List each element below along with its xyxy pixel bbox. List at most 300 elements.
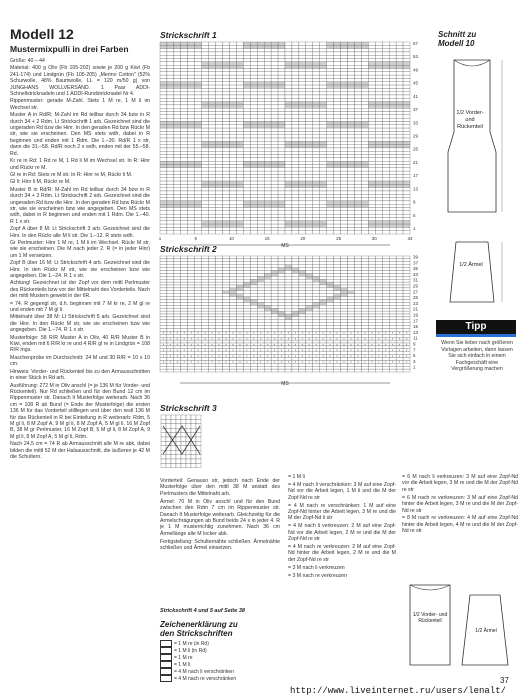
grid-cell xyxy=(361,92,368,95)
grid-cell xyxy=(396,294,403,297)
grid-cell xyxy=(264,52,271,55)
grid-cross-mark: x xyxy=(246,331,248,335)
grid-cell xyxy=(389,191,396,194)
grid-cell xyxy=(216,231,223,234)
grid-cell xyxy=(354,320,361,323)
grid-cell xyxy=(334,68,341,71)
grid-cell xyxy=(292,188,299,191)
grid-cell xyxy=(403,42,410,45)
grid-cell xyxy=(216,208,223,211)
grid-cell xyxy=(167,52,174,55)
grid-cell xyxy=(361,294,368,297)
grid-cell xyxy=(334,102,341,105)
grid-cell xyxy=(278,184,285,187)
grid-cell xyxy=(403,92,410,95)
grid-cell xyxy=(243,65,250,68)
grid-cell xyxy=(171,455,176,459)
grid-cell xyxy=(306,141,313,144)
grid-cell xyxy=(382,208,389,211)
grid-cell xyxy=(368,231,375,234)
grid-cell xyxy=(278,155,285,158)
grid-cell xyxy=(334,145,341,148)
grid-cell xyxy=(396,151,403,154)
grid-cell xyxy=(278,161,285,164)
grid-cell xyxy=(181,459,186,463)
grid-cell xyxy=(236,178,243,181)
grid-cell xyxy=(195,323,202,326)
grid-cell xyxy=(202,291,209,294)
grid-cell xyxy=(382,128,389,131)
grid-cell xyxy=(229,85,236,88)
grid-cell xyxy=(188,105,195,108)
grid-cell xyxy=(174,178,181,181)
grid-cell xyxy=(271,125,278,128)
grid-cross-mark: x xyxy=(329,343,331,347)
grid-cell xyxy=(313,305,320,308)
grid-cell xyxy=(257,65,264,68)
grid-cell xyxy=(202,300,209,303)
grid-cell xyxy=(327,112,334,115)
grid-cell xyxy=(181,291,188,294)
grid-cell xyxy=(278,302,285,305)
grid-cell xyxy=(361,265,368,268)
grid-cell xyxy=(188,138,195,141)
grid-cell xyxy=(223,82,230,85)
grid-cell xyxy=(195,95,202,98)
grid-cell xyxy=(306,314,313,317)
grid-cell xyxy=(181,366,188,369)
grid-cell xyxy=(167,72,174,75)
grid-cell xyxy=(375,314,382,317)
grid-cell xyxy=(181,194,188,197)
grid-cell xyxy=(243,285,250,288)
paragraph: = 4 M nach re verkreuzen: 2 M auf eine Zopf-Nd hinter die Arbeit legen, 2 M re und die M der Zopf-Nd re str xyxy=(288,544,396,563)
grid-cell xyxy=(209,145,216,148)
grid-cell xyxy=(209,268,216,271)
grid-cell xyxy=(160,155,167,158)
grid-cell xyxy=(216,305,223,308)
grid-cell xyxy=(195,369,202,372)
column-number-label: 1 xyxy=(158,236,162,241)
grid-cell xyxy=(195,62,202,65)
grid-cell xyxy=(292,285,299,288)
grid-cell xyxy=(195,138,202,141)
grid-cell xyxy=(382,164,389,167)
grid-cell xyxy=(313,320,320,323)
grid-cell xyxy=(167,151,174,154)
grid-cell xyxy=(403,308,410,311)
grid-cell xyxy=(160,148,167,151)
grid-cell xyxy=(306,115,313,118)
grid-cell xyxy=(313,231,320,234)
grid-cell xyxy=(188,268,195,271)
grid-cell xyxy=(243,323,250,326)
grid-cell xyxy=(209,112,216,115)
grid-cell xyxy=(313,82,320,85)
grid-cell xyxy=(174,294,181,297)
grid-cell xyxy=(216,92,223,95)
grid-cell xyxy=(285,256,292,259)
grid-cell xyxy=(389,88,396,91)
grid-cell xyxy=(292,68,299,71)
grid-cell xyxy=(375,191,382,194)
grid-cell xyxy=(195,227,202,230)
grid-cell xyxy=(306,131,313,134)
grid-cell xyxy=(188,158,195,161)
grid-cell xyxy=(271,115,278,118)
grid-cell xyxy=(271,224,278,227)
row-number-label: 21 xyxy=(413,306,419,312)
grid-cell xyxy=(299,141,306,144)
grid-cell xyxy=(403,208,410,211)
grid-cell xyxy=(285,112,292,115)
grid-cell xyxy=(313,211,320,214)
key-heading-line2: den Strickschriften xyxy=(160,629,233,638)
grid-cell xyxy=(216,256,223,259)
grid-cell xyxy=(160,314,167,317)
grid-cell xyxy=(278,98,285,101)
grid-cell xyxy=(368,326,375,329)
grid-cell xyxy=(306,72,313,75)
grid-cell xyxy=(341,317,348,320)
chart2-grid xyxy=(158,254,430,386)
grid-cell xyxy=(403,221,410,224)
grid-cross-mark: x xyxy=(287,343,290,347)
grid-cell xyxy=(216,265,223,268)
grid-cell xyxy=(320,102,327,105)
grid-cell xyxy=(216,112,223,115)
grid-cell xyxy=(403,52,410,55)
grid-cell xyxy=(229,256,236,259)
grid-cell xyxy=(229,300,236,303)
grid-cell xyxy=(264,208,271,211)
grid-cell xyxy=(250,85,257,88)
grid-cell xyxy=(278,171,285,174)
grid-cell xyxy=(285,184,292,187)
grid-cell xyxy=(195,85,202,88)
grid-cell xyxy=(368,288,375,291)
grid-cell xyxy=(278,45,285,48)
grid-cell xyxy=(306,85,313,88)
grid-cell xyxy=(188,168,195,171)
grid-cell xyxy=(306,204,313,207)
grid-cell xyxy=(174,311,181,314)
grid-cell xyxy=(382,224,389,227)
grid-cross-mark: x xyxy=(378,354,380,358)
grid-cell xyxy=(167,282,174,285)
grid-cell xyxy=(181,282,188,285)
grid-cell xyxy=(320,198,327,201)
grid-cross-mark: x xyxy=(405,360,408,364)
grid-cell xyxy=(216,118,223,121)
grid-cell xyxy=(181,323,188,326)
grid-cell xyxy=(320,125,327,128)
grid-cell xyxy=(236,62,243,65)
grid-cell xyxy=(223,184,230,187)
grid-cell xyxy=(264,155,271,158)
grid-cell xyxy=(236,135,243,138)
grid-cell xyxy=(306,102,313,105)
grid-cross-mark: x xyxy=(378,331,380,335)
grid-cell xyxy=(271,128,278,131)
grid-cell xyxy=(216,158,223,161)
grid-cell xyxy=(236,65,243,68)
grid-cell xyxy=(327,204,334,207)
grid-cross-mark: x xyxy=(253,343,255,347)
grid-cell xyxy=(236,171,243,174)
grid-cell xyxy=(368,184,375,187)
grid-cell xyxy=(389,231,396,234)
grid-cell xyxy=(209,231,216,234)
grid-cell xyxy=(202,188,209,191)
grid-cell xyxy=(361,311,368,314)
grid-cell xyxy=(348,82,355,85)
grid-cell xyxy=(271,155,278,158)
grid-cell xyxy=(181,155,188,158)
grid-cell xyxy=(299,204,306,207)
grid-cell xyxy=(209,151,216,154)
grid-cell xyxy=(181,178,188,181)
grid-cell xyxy=(223,52,230,55)
grid-cell xyxy=(320,317,327,320)
grid-cell xyxy=(264,102,271,105)
grid-cell xyxy=(285,65,292,68)
grid-cross-mark: x xyxy=(364,349,366,353)
grid-cell xyxy=(361,112,368,115)
grid-cross-mark: x xyxy=(190,360,192,364)
grid-cell xyxy=(229,68,236,71)
grid-cell xyxy=(341,105,348,108)
grid-cell xyxy=(306,168,313,171)
grid-cell xyxy=(341,227,348,230)
grid-cell xyxy=(229,297,236,300)
grid-cell xyxy=(250,55,257,58)
grid-cell xyxy=(403,268,410,271)
grid-cell xyxy=(174,191,181,194)
grid-cell xyxy=(348,221,355,224)
grid-cell xyxy=(375,135,382,138)
grid-cell xyxy=(181,112,188,115)
grid-cell xyxy=(223,98,230,101)
grid-cell xyxy=(368,164,375,167)
grid-cell xyxy=(354,45,361,48)
grid-cell xyxy=(375,131,382,134)
grid-cell xyxy=(160,151,167,154)
paragraph: Vorderteil: Genauso str, jedoch nach Ende der Musterfolge über den mittl 38 M anstatt des Perlmusters die Mittelnaht arb. xyxy=(160,478,280,497)
grid-cell xyxy=(341,282,348,285)
grid-cell xyxy=(271,148,278,151)
grid-cell xyxy=(271,208,278,211)
grid-cell xyxy=(223,268,230,271)
grid-cell xyxy=(396,75,403,78)
grid-cell xyxy=(236,211,243,214)
grid-cell xyxy=(195,308,202,311)
grid-cell xyxy=(174,125,181,128)
grid-cell xyxy=(223,276,230,279)
grid-cell xyxy=(271,158,278,161)
grid-cell xyxy=(327,194,334,197)
grid-cell xyxy=(327,174,334,177)
grid-cell xyxy=(389,224,396,227)
grid-cell xyxy=(396,314,403,317)
grid-cell xyxy=(195,168,202,171)
grid-cell xyxy=(243,121,250,124)
grid-cell xyxy=(236,121,243,124)
grid-cell xyxy=(285,279,292,282)
grid-cell xyxy=(375,285,382,288)
grid-cell xyxy=(236,148,243,151)
grid-cross-mark: x xyxy=(385,354,387,358)
grid-cross-mark: x xyxy=(350,331,352,335)
grid-cell xyxy=(236,68,243,71)
grid-cell xyxy=(250,115,257,118)
grid-cell xyxy=(403,211,410,214)
grid-cell xyxy=(341,208,348,211)
grid-cell xyxy=(236,285,243,288)
grid-cell xyxy=(216,198,223,201)
grid-cell xyxy=(396,311,403,314)
grid-cell xyxy=(403,191,410,194)
grid-cell xyxy=(368,158,375,161)
grid-cell xyxy=(327,131,334,134)
grid-cell xyxy=(229,115,236,118)
grid-cross-mark: x xyxy=(169,337,172,341)
grid-cell xyxy=(188,72,195,75)
grid-cell xyxy=(382,148,389,151)
grid-cell xyxy=(236,291,243,294)
grid-cell xyxy=(229,314,236,317)
grid-cell xyxy=(250,98,257,101)
grid-cell xyxy=(195,231,202,234)
grid-cell xyxy=(160,112,167,115)
grid-cell xyxy=(354,88,361,91)
grid-cell xyxy=(354,288,361,291)
grid-cell xyxy=(341,305,348,308)
grid-cell xyxy=(257,112,264,115)
grid-cell xyxy=(223,95,230,98)
grid-cell xyxy=(174,366,181,369)
grid-cell xyxy=(375,323,382,326)
grid-cross-mark: x xyxy=(176,360,179,364)
footer-url[interactable]: http://www.liveinternet.ru/users/lenalt/ xyxy=(290,686,507,696)
grid-cell xyxy=(202,168,209,171)
grid-cell xyxy=(389,294,396,297)
grid-cell xyxy=(196,424,201,428)
grid-cell xyxy=(327,141,334,144)
grid-cell xyxy=(341,112,348,115)
grid-cell xyxy=(223,105,230,108)
grid-cell xyxy=(403,273,410,276)
grid-cross-mark: x xyxy=(308,360,310,364)
grid-cross-mark: x xyxy=(336,360,338,364)
row-number-label: 33 xyxy=(413,271,419,277)
grid-cell xyxy=(320,285,327,288)
grid-cell xyxy=(167,320,174,323)
grid-cell xyxy=(264,112,271,115)
grid-cell xyxy=(188,88,195,91)
grid-cell xyxy=(368,75,375,78)
grid-cell xyxy=(271,308,278,311)
grid-cell xyxy=(223,271,230,274)
grid-cell xyxy=(229,145,236,148)
grid-cell xyxy=(382,181,389,184)
grid-cell xyxy=(341,181,348,184)
grid-cell xyxy=(334,317,341,320)
grid-cell xyxy=(285,214,292,217)
grid-cross-mark: x xyxy=(253,349,255,353)
grid-cell xyxy=(229,201,236,204)
grid-cell xyxy=(160,125,167,128)
grid-cell xyxy=(334,92,341,95)
grid-cell xyxy=(243,191,250,194)
grid-cell xyxy=(181,419,186,423)
grid-cell xyxy=(334,276,341,279)
grid-cell xyxy=(243,68,250,71)
grid-cell xyxy=(216,194,223,197)
grid-cell xyxy=(181,62,188,65)
grid-cell xyxy=(216,276,223,279)
grid-cell xyxy=(174,369,181,372)
grid-cell xyxy=(195,131,202,134)
grid-cell xyxy=(348,85,355,88)
grid-cell xyxy=(160,317,167,320)
grid-cross-mark: x xyxy=(225,349,227,353)
grid-cell xyxy=(223,148,230,151)
grid-cell xyxy=(327,158,334,161)
grid-cell xyxy=(299,161,306,164)
grid-cell xyxy=(306,297,313,300)
grid-cell xyxy=(243,259,250,262)
grid-cell xyxy=(334,181,341,184)
grid-cell xyxy=(334,85,341,88)
grid-cross-mark: x xyxy=(183,343,185,347)
grid-cell xyxy=(382,125,389,128)
grid-cell xyxy=(174,256,181,259)
chart1-title: Strickschrift 1 xyxy=(160,30,217,40)
grid-cell xyxy=(186,463,191,467)
grid-cell xyxy=(188,369,195,372)
grid-cross-mark: x xyxy=(266,331,269,335)
grid-cell xyxy=(341,191,348,194)
grid-cell xyxy=(361,369,368,372)
grid-cell xyxy=(202,217,209,220)
grid-cell xyxy=(354,138,361,141)
grid-cell xyxy=(361,221,368,224)
grid-cell xyxy=(382,151,389,154)
grid-cross-mark: x xyxy=(405,337,408,341)
row-number-label: 17 xyxy=(413,318,419,324)
grid-cell xyxy=(354,171,361,174)
grid-cell xyxy=(306,360,313,366)
grid-cell xyxy=(361,326,368,329)
grid-cross-mark: x xyxy=(225,360,227,364)
grid-cell xyxy=(161,463,166,467)
paragraph: = 4 M nach li verkreuzen: 2 M auf eine Zopf-Nd vor die Arbeit legen, 2 M re und die M der Zopf-Nd re str xyxy=(288,523,396,543)
grid-cell xyxy=(195,276,202,279)
grid-cell xyxy=(264,98,271,101)
grid-cell xyxy=(403,360,410,366)
grid-cell xyxy=(348,320,355,323)
grid-cell xyxy=(375,148,382,151)
grid-cell xyxy=(188,98,195,101)
grid-cell xyxy=(306,55,313,58)
grid-cell xyxy=(320,366,327,369)
grid-cell xyxy=(306,181,313,184)
grid-cell xyxy=(382,276,389,279)
grid-cell xyxy=(181,433,186,437)
paragraph: Ärmel: 70 M in Oliv anschl und für den Bund zwischen den Rdm 7 cm im Rippenmuster str. Danach lt Musterfolge weiterarb. Gleichzeitig für die Armelschrägungen ab Bund beids 24 x in jeder 4. R je 1 M musterrichtig zunehmen. Nach 36 cm Ärmellänge alle M locker abk. xyxy=(160,498,280,537)
grid-cell xyxy=(348,75,355,78)
